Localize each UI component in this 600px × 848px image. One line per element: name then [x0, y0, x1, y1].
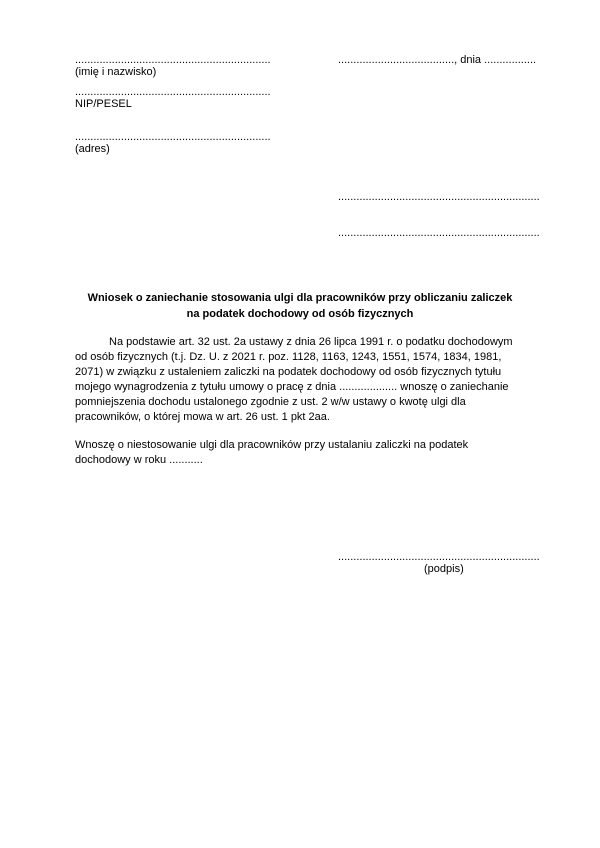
- p1-line: od osób fizycznych (t.j. Dz. U. z 2021 r. poz. 1128, 1163, 1243, 1551, 1574, 1834, 1981,: [75, 351, 502, 363]
- p1-line: Na podstawie art. 32 ust. 2a ustawy z dnia 26 lipca 1991 r. o podatku dochodowym: [109, 336, 513, 348]
- recipient-line-2: ..................................................................: [338, 227, 540, 239]
- p1-line: mojego wynagrodzenia z tytułu umowy o pracę z dnia ................... wnoszę o zaniechanie: [75, 381, 509, 393]
- title-line-2: na podatek dochodowy od osób fizycznych: [186, 308, 414, 320]
- title-line-1: Wniosek o zaniechanie stosowania ulgi dla pracowników przy obliczaniu zaliczek: [87, 292, 513, 304]
- signature-label: (podpis): [424, 563, 464, 575]
- nip-line: ................................................................: [75, 86, 271, 98]
- p1-line: pomniejszenia dochodu ustalonego zgodnie z ust. 2 w/w ustawy o kwotę ulgi dla: [75, 396, 466, 408]
- p1-line: 2071) w związku z ustaleniem zaliczki na podatek dochodowy od osób fizycznych tytułu: [75, 366, 502, 378]
- address-label: (adres): [75, 143, 110, 155]
- paragraph-1: [75, 335, 533, 425]
- name-line: ................................................................: [75, 54, 271, 66]
- recipient-line-1: ..................................................................: [338, 191, 540, 203]
- document-title: [60, 290, 540, 322]
- p2-line: Wnoszę o niestosowanie ulgi dla pracowników przy ustalaniu zaliczki na podatek: [75, 439, 469, 451]
- p2-line: dochodowy w roku ...........: [75, 454, 203, 466]
- paragraph-2: [75, 438, 533, 468]
- address-line: ................................................................: [75, 131, 271, 143]
- place-date-line: ......................................, dnia .................: [338, 54, 537, 66]
- p1-line: pracowników, o której mowa w art. 26 ust. 1 pkt 2aa.: [75, 411, 330, 423]
- nip-label: NIP/PESEL: [75, 98, 132, 110]
- signature-line: ..................................................................: [338, 551, 540, 563]
- name-label: (imię i nazwisko): [75, 66, 157, 78]
